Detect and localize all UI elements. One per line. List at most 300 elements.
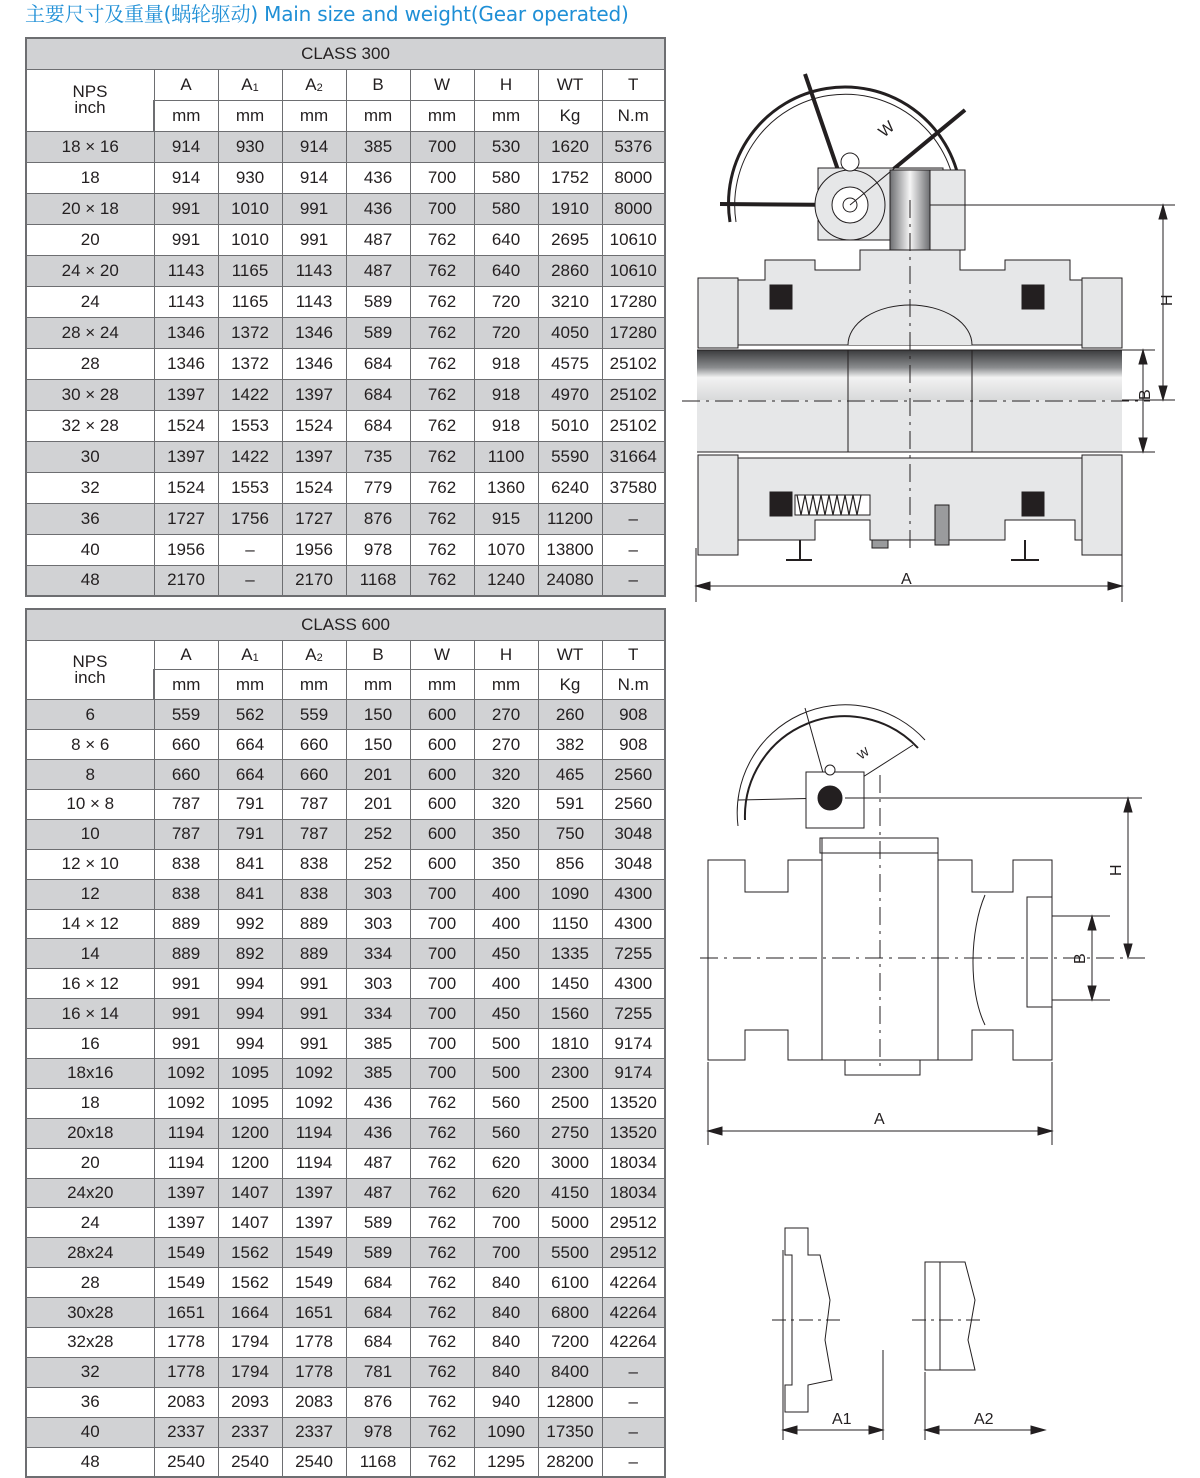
value-cell: 559	[154, 700, 218, 730]
value-cell: 13520	[602, 1118, 665, 1148]
value-cell: 1397	[282, 1208, 346, 1238]
value-cell: 684	[346, 1327, 410, 1357]
nps-cell: 16 × 12	[26, 969, 154, 999]
inch-label: inch	[74, 667, 106, 687]
value-cell: 270	[474, 700, 538, 730]
value-cell: 1549	[154, 1238, 218, 1268]
value-cell: 1810	[538, 1029, 602, 1059]
nps-cell: 10	[26, 819, 154, 849]
value-cell: 559	[282, 700, 346, 730]
value-cell: 1397	[154, 441, 218, 472]
value-cell: 303	[346, 909, 410, 939]
value-cell: 600	[410, 789, 474, 819]
value-cell: 991	[282, 224, 346, 255]
nps-cell: 12 × 10	[26, 849, 154, 879]
end-detail-drawings	[772, 1228, 1045, 1440]
column-header-base: A	[241, 74, 253, 94]
value-cell: 762	[410, 441, 474, 472]
value-cell: 436	[346, 193, 410, 224]
value-cell: 1095	[218, 1088, 282, 1118]
value-cell: 889	[282, 909, 346, 939]
page-title: 主要尺寸及重量(蜗轮驱动) Main size and weight(Gear operated)	[25, 2, 629, 26]
class-label: CLASS 300	[26, 38, 665, 69]
value-cell: 600	[410, 700, 474, 730]
value-cell: 660	[154, 760, 218, 790]
value-cell: 1553	[218, 472, 282, 503]
column-header-sub: 1	[252, 81, 259, 94]
value-cell: 838	[154, 879, 218, 909]
value-cell: 9174	[602, 1029, 665, 1059]
value-cell: 1956	[154, 534, 218, 565]
value-cell: 876	[346, 503, 410, 534]
value-cell: 1360	[474, 472, 538, 503]
value-cell: 840	[474, 1298, 538, 1328]
value-cell: 762	[410, 565, 474, 596]
value-cell: 2300	[538, 1058, 602, 1088]
value-cell: 4300	[602, 879, 665, 909]
value-cell: 24080	[538, 565, 602, 596]
value-cell: 892	[218, 939, 282, 969]
unit-cell: N.m	[602, 670, 665, 700]
nps-cell: 20 × 18	[26, 193, 154, 224]
nps-cell: 20x18	[26, 1118, 154, 1148]
value-cell: 684	[346, 1298, 410, 1328]
value-cell: 5590	[538, 441, 602, 472]
value-cell: 487	[346, 255, 410, 286]
dim-label-a1: A1	[832, 1411, 852, 1428]
value-cell: 2337	[154, 1417, 218, 1447]
value-cell: 684	[346, 348, 410, 379]
value-cell: –	[218, 565, 282, 596]
column-header-base: W	[433, 74, 451, 94]
value-cell: 400	[474, 969, 538, 999]
value-cell: 42264	[602, 1298, 665, 1328]
value-cell: 320	[474, 760, 538, 790]
value-cell: 334	[346, 999, 410, 1029]
value-cell: 2500	[538, 1088, 602, 1118]
value-cell: 700	[410, 1029, 474, 1059]
dim-label-a-600: A	[874, 1111, 885, 1128]
nps-cell: 48	[26, 565, 154, 596]
value-cell: 940	[474, 1387, 538, 1417]
value-cell: 1450	[538, 969, 602, 999]
value-cell: 600	[410, 849, 474, 879]
value-cell: 1194	[282, 1118, 346, 1148]
value-cell: 13800	[538, 534, 602, 565]
value-cell: 787	[282, 819, 346, 849]
value-cell: 914	[154, 162, 218, 193]
value-cell: 908	[602, 700, 665, 730]
value-cell: 465	[538, 760, 602, 790]
nps-cell: 30x28	[26, 1298, 154, 1328]
value-cell: 1143	[154, 255, 218, 286]
column-header-base: H	[499, 644, 513, 664]
value-cell: 25102	[602, 348, 665, 379]
class-300-valve-drawing	[682, 74, 1175, 602]
value-cell: 840	[474, 1357, 538, 1387]
value-cell: 2860	[538, 255, 602, 286]
value-cell: 684	[346, 379, 410, 410]
nps-cell: 24x20	[26, 1178, 154, 1208]
value-cell: 762	[410, 1417, 474, 1447]
value-cell: 385	[346, 1029, 410, 1059]
value-cell: 660	[282, 760, 346, 790]
value-cell: 1194	[154, 1118, 218, 1148]
unit-cell: mm	[474, 670, 538, 700]
value-cell: 762	[410, 1298, 474, 1328]
value-cell: 270	[474, 730, 538, 760]
value-cell: 762	[410, 1357, 474, 1387]
value-cell: 25102	[602, 410, 665, 441]
value-cell: 17280	[602, 286, 665, 317]
value-cell: 2560	[602, 760, 665, 790]
value-cell: –	[602, 1357, 665, 1387]
value-cell: 2083	[282, 1387, 346, 1417]
value-cell: 787	[154, 789, 218, 819]
value-cell: 750	[538, 819, 602, 849]
value-cell: 1397	[154, 1208, 218, 1238]
nps-cell: 20	[26, 1148, 154, 1178]
value-cell: 385	[346, 131, 410, 162]
unit-cell: Kg	[538, 670, 602, 700]
value-cell: 620	[474, 1148, 538, 1178]
value-cell: 400	[474, 879, 538, 909]
value-cell: 787	[282, 789, 346, 819]
value-cell: 8000	[602, 193, 665, 224]
value-cell: 487	[346, 1148, 410, 1178]
value-cell: 762	[410, 379, 474, 410]
value-cell: 201	[346, 789, 410, 819]
value-cell: 487	[346, 1178, 410, 1208]
nps-cell: 12	[26, 879, 154, 909]
nps-cell: 14	[26, 939, 154, 969]
value-cell: 1562	[218, 1268, 282, 1298]
nps-cell: 32	[26, 472, 154, 503]
value-cell: 7255	[602, 999, 665, 1029]
value-cell: 1092	[154, 1088, 218, 1118]
value-cell: 762	[410, 503, 474, 534]
unit-cell: mm	[154, 100, 218, 131]
value-cell: 6240	[538, 472, 602, 503]
value-cell: 303	[346, 879, 410, 909]
column-header-base: A	[305, 644, 317, 664]
value-cell: 840	[474, 1327, 538, 1357]
value-cell: 589	[346, 1208, 410, 1238]
value-cell: 11200	[538, 503, 602, 534]
value-cell: 4970	[538, 379, 602, 410]
unit-cell: N.m	[602, 100, 665, 131]
value-cell: 18034	[602, 1178, 665, 1208]
value-cell: 2337	[282, 1417, 346, 1447]
nps-cell: 24	[26, 1208, 154, 1238]
value-cell: 450	[474, 939, 538, 969]
value-cell: 1651	[154, 1298, 218, 1328]
value-cell: 1778	[154, 1357, 218, 1387]
nps-cell: 32x28	[26, 1327, 154, 1357]
value-cell: 1778	[282, 1327, 346, 1357]
value-cell: 1549	[282, 1268, 346, 1298]
value-cell: 591	[538, 789, 602, 819]
value-cell: 762	[410, 534, 474, 565]
value-cell: 4300	[602, 969, 665, 999]
value-cell: 889	[154, 909, 218, 939]
value-cell: 876	[346, 1387, 410, 1417]
value-cell: 991	[282, 193, 346, 224]
value-cell: 991	[154, 969, 218, 999]
value-cell: –	[602, 503, 665, 534]
value-cell: –	[602, 534, 665, 565]
value-cell: 334	[346, 939, 410, 969]
nps-cell: 36	[26, 1387, 154, 1417]
value-cell: 700	[410, 131, 474, 162]
value-cell: 1651	[282, 1298, 346, 1328]
nps-cell: 40	[26, 1417, 154, 1447]
value-cell: 700	[474, 1208, 538, 1238]
column-header-sub: 2	[316, 81, 323, 94]
value-cell: 762	[410, 255, 474, 286]
value-cell: 18034	[602, 1148, 665, 1178]
value-cell: 914	[154, 131, 218, 162]
unit-cell: mm	[410, 100, 474, 131]
value-cell: 1524	[282, 472, 346, 503]
value-cell: 762	[410, 348, 474, 379]
value-cell: 7200	[538, 1327, 602, 1357]
value-cell: 700	[410, 909, 474, 939]
value-cell: 29512	[602, 1208, 665, 1238]
value-cell: 1165	[218, 255, 282, 286]
value-cell: 1143	[154, 286, 218, 317]
value-cell: 991	[154, 1029, 218, 1059]
value-cell: 620	[474, 1178, 538, 1208]
nps-cell: 48	[26, 1447, 154, 1477]
value-cell: 762	[410, 1268, 474, 1298]
unit-cell: mm	[282, 670, 346, 700]
value-cell: 500	[474, 1029, 538, 1059]
value-cell: 700	[410, 1058, 474, 1088]
value-cell: 1524	[282, 410, 346, 441]
nps-cell: 16	[26, 1029, 154, 1059]
value-cell: 303	[346, 969, 410, 999]
value-cell: 1560	[538, 999, 602, 1029]
nps-cell: 30	[26, 441, 154, 472]
value-cell: 4300	[602, 909, 665, 939]
value-cell: 992	[218, 909, 282, 939]
value-cell: 720	[474, 286, 538, 317]
value-cell: 1778	[282, 1357, 346, 1387]
value-cell: 1346	[154, 317, 218, 348]
nps-cell: 28	[26, 1268, 154, 1298]
value-cell: 1090	[474, 1417, 538, 1447]
column-header-base: A	[180, 644, 192, 664]
value-cell: 13520	[602, 1088, 665, 1118]
value-cell: –	[602, 1387, 665, 1417]
value-cell: 991	[282, 969, 346, 999]
nps-cell: 18	[26, 1088, 154, 1118]
dim-label-b: B	[1137, 389, 1154, 400]
value-cell: 385	[346, 1058, 410, 1088]
value-cell: 914	[282, 162, 346, 193]
value-cell: 589	[346, 286, 410, 317]
value-cell: 915	[474, 503, 538, 534]
value-cell: 640	[474, 224, 538, 255]
value-cell: 991	[154, 224, 218, 255]
value-cell: 762	[410, 286, 474, 317]
value-cell: 1100	[474, 441, 538, 472]
nps-cell: 32 × 28	[26, 410, 154, 441]
value-cell: 10610	[602, 224, 665, 255]
value-cell: 1143	[282, 255, 346, 286]
class-600-valve-drawing	[700, 705, 1145, 1145]
nps-cell: 32	[26, 1357, 154, 1387]
nps-cell: 18x16	[26, 1058, 154, 1088]
value-cell: 700	[410, 969, 474, 999]
column-header-base: T	[628, 644, 639, 664]
value-cell: 600	[410, 819, 474, 849]
value-cell: 1422	[218, 379, 282, 410]
value-cell: 2540	[218, 1447, 282, 1477]
unit-cell: mm	[154, 670, 218, 700]
value-cell: 1240	[474, 565, 538, 596]
value-cell: 28200	[538, 1447, 602, 1477]
dim-label-w-600: W	[854, 744, 873, 763]
value-cell: 400	[474, 909, 538, 939]
value-cell: 1335	[538, 939, 602, 969]
value-cell: 1090	[538, 879, 602, 909]
column-header-base: W	[433, 644, 451, 664]
value-cell: 2337	[218, 1417, 282, 1447]
value-cell: 17280	[602, 317, 665, 348]
value-cell: 600	[410, 730, 474, 760]
value-cell: 1150	[538, 909, 602, 939]
value-cell: 2170	[154, 565, 218, 596]
value-cell: 1407	[218, 1208, 282, 1238]
dim-label-b-600: B	[1072, 953, 1089, 964]
value-cell: 1407	[218, 1178, 282, 1208]
value-cell: –	[602, 565, 665, 596]
column-header-base: A	[241, 644, 253, 664]
value-cell: –	[602, 1417, 665, 1447]
value-cell: 350	[474, 819, 538, 849]
value-cell: 1092	[154, 1058, 218, 1088]
value-cell: 1372	[218, 317, 282, 348]
value-cell: 42264	[602, 1327, 665, 1357]
value-cell: 1794	[218, 1357, 282, 1387]
value-cell: 2083	[154, 1387, 218, 1417]
value-cell: 684	[346, 1268, 410, 1298]
value-cell: 2750	[538, 1118, 602, 1148]
value-cell: 1549	[282, 1238, 346, 1268]
value-cell: 700	[474, 1238, 538, 1268]
value-cell: 1664	[218, 1298, 282, 1328]
value-cell: 1778	[154, 1327, 218, 1357]
value-cell: 260	[538, 700, 602, 730]
column-header-base: A	[180, 74, 192, 94]
value-cell: 841	[218, 879, 282, 909]
value-cell: 1397	[154, 1178, 218, 1208]
dim-label-h: H	[1159, 294, 1176, 306]
nps-cell: 28	[26, 348, 154, 379]
value-cell: 436	[346, 162, 410, 193]
value-cell: 1910	[538, 193, 602, 224]
nps-label: NPS	[72, 82, 108, 101]
value-cell: 9174	[602, 1058, 665, 1088]
value-cell: 562	[218, 700, 282, 730]
nps-cell: 20	[26, 224, 154, 255]
value-cell: 5500	[538, 1238, 602, 1268]
value-cell: 856	[538, 849, 602, 879]
value-cell: 580	[474, 162, 538, 193]
value-cell: 450	[474, 999, 538, 1029]
value-cell: 762	[410, 410, 474, 441]
value-cell: 991	[282, 1029, 346, 1059]
nps-cell: 24	[26, 286, 154, 317]
value-cell: 2560	[602, 789, 665, 819]
value-cell: 252	[346, 819, 410, 849]
value-cell: 991	[154, 999, 218, 1029]
nps-cell: 6	[26, 700, 154, 730]
value-cell: 530	[474, 131, 538, 162]
column-header-base: T	[628, 74, 639, 94]
nps-cell: 10 × 8	[26, 789, 154, 819]
value-cell: 5376	[602, 131, 665, 162]
value-cell: 1095	[218, 1058, 282, 1088]
nps-cell: 24 × 20	[26, 255, 154, 286]
value-cell: 3048	[602, 849, 665, 879]
class-label: CLASS 600	[26, 609, 665, 640]
value-cell: 1553	[218, 410, 282, 441]
value-cell: 978	[346, 1417, 410, 1447]
value-cell: 1168	[346, 565, 410, 596]
nps-cell: 8 × 6	[26, 730, 154, 760]
value-cell: 640	[474, 255, 538, 286]
value-cell: 791	[218, 819, 282, 849]
value-cell: 791	[218, 789, 282, 819]
value-cell: 1397	[282, 379, 346, 410]
value-cell: 1620	[538, 131, 602, 162]
nps-label: NPS	[72, 651, 108, 671]
value-cell: 918	[474, 410, 538, 441]
value-cell: 2170	[282, 565, 346, 596]
unit-cell: mm	[282, 100, 346, 131]
nps-cell: 14 × 12	[26, 909, 154, 939]
value-cell: 29512	[602, 1238, 665, 1268]
nps-cell: 8	[26, 760, 154, 790]
value-cell: 1422	[218, 441, 282, 472]
value-cell: 580	[474, 193, 538, 224]
value-cell: 735	[346, 441, 410, 472]
value-cell: 838	[282, 879, 346, 909]
inch-label: inch	[74, 98, 106, 117]
value-cell: 6800	[538, 1298, 602, 1328]
value-cell: 560	[474, 1118, 538, 1148]
value-cell: 1168	[346, 1447, 410, 1477]
dim-label-h-600: H	[1108, 864, 1125, 876]
unit-cell: mm	[346, 100, 410, 131]
value-cell: 37580	[602, 472, 665, 503]
value-cell: 994	[218, 1029, 282, 1059]
value-cell: 930	[218, 162, 282, 193]
value-cell: 1727	[282, 503, 346, 534]
value-cell: 17350	[538, 1417, 602, 1447]
column-header-base: A	[305, 74, 317, 94]
value-cell: 2540	[282, 1447, 346, 1477]
value-cell: 841	[218, 849, 282, 879]
dim-label-a2: A2	[974, 1411, 994, 1428]
value-cell: 720	[474, 317, 538, 348]
value-cell: 2695	[538, 224, 602, 255]
unit-cell: Kg	[538, 100, 602, 131]
value-cell: 1070	[474, 534, 538, 565]
